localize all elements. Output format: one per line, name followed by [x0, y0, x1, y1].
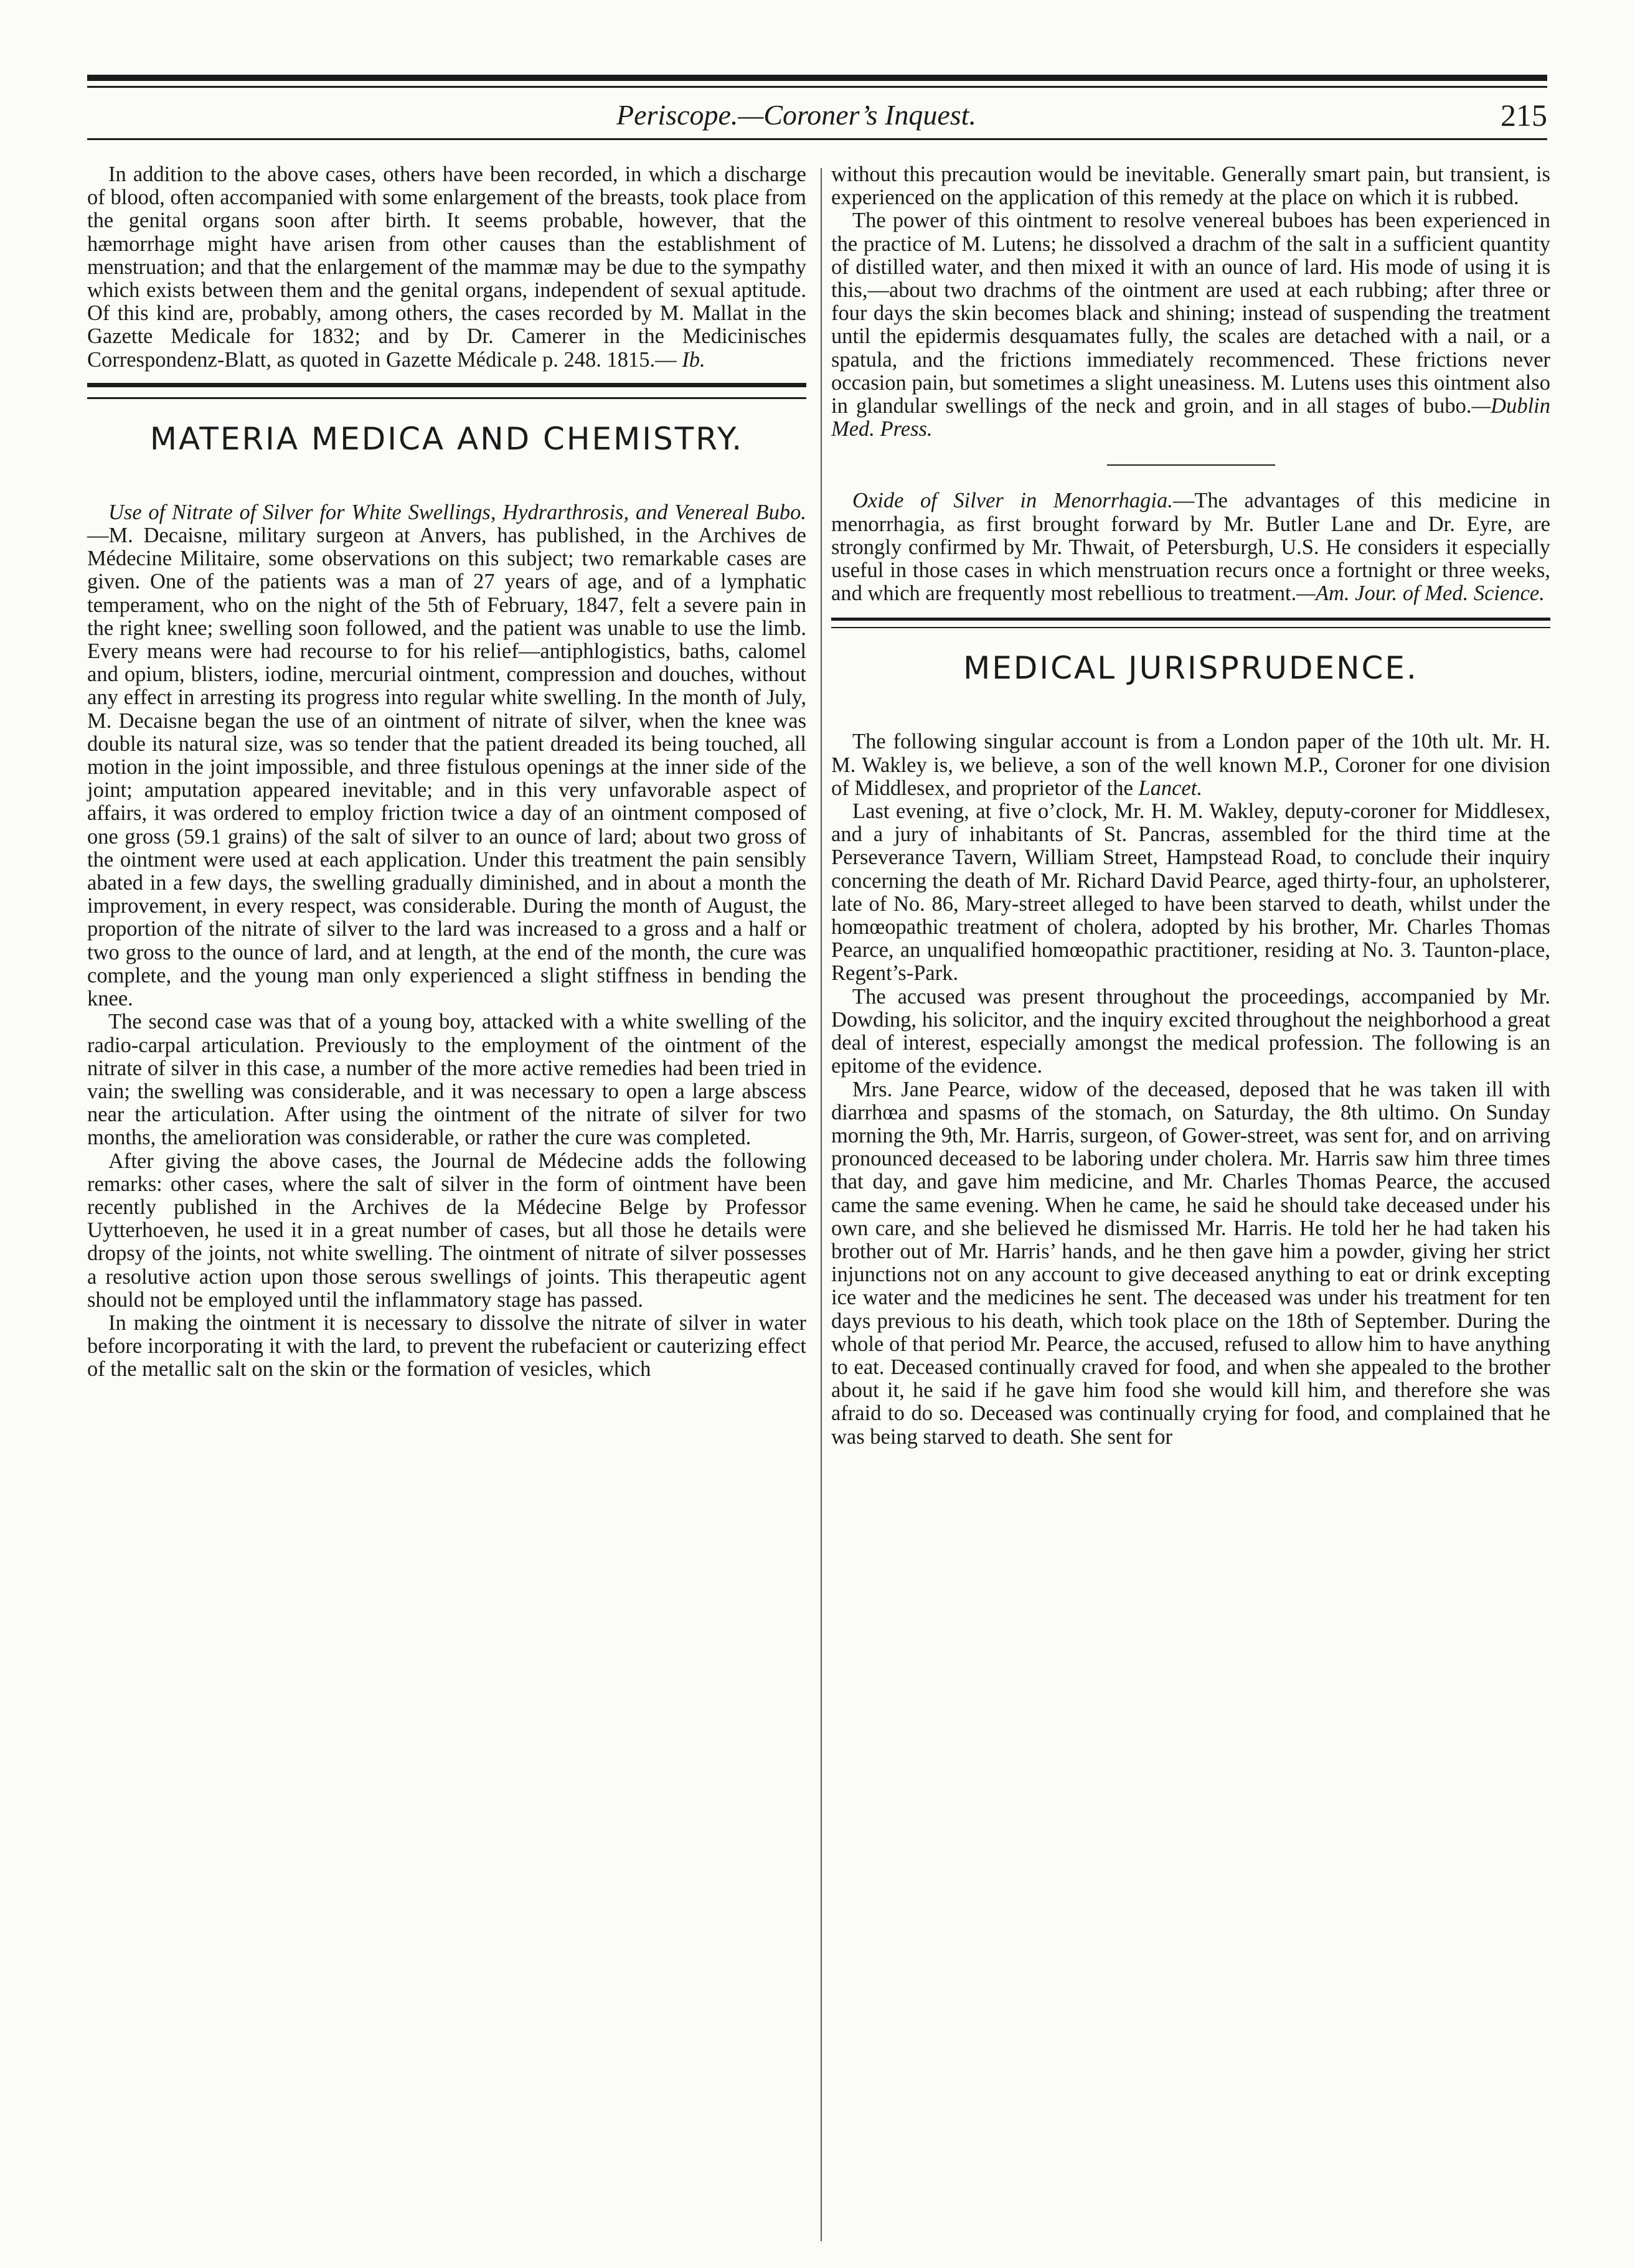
paragraph	[87, 163, 806, 372]
article-title: Use of Nitrate of Silver for White Swellings, Hydrarthrosis, and Venereal Bubo.	[108, 500, 806, 524]
source-citation: —Am. Jour. of Med. Science.	[1296, 581, 1545, 606]
left-column	[87, 163, 806, 1381]
running-title: Periscope.—Coroner’s Inquest.	[616, 99, 976, 131]
paragraph-text: The following singular account is from a London paper of the 10th ult. Mr. H. M. Wakley is, we believe, a son of the well known M.P., Coroner for one division of Middlesex, and proprietor of the	[831, 730, 1550, 800]
journal-name: Lancet.	[1138, 776, 1202, 800]
section-heading-jurisprudence: MEDICAL JURISPRUDENCE.	[963, 650, 1418, 687]
paragraph-text: —The advantages of this medicine in menorrhagia, as first brought forward by Mr. Butler Lane and Dr. Eyre, are strongly confirmed by Mr. Thwait, of Petersburgh, U.S. He considers it especially useful in those cases in which menstruation recurs once a fortnight or three weeks, and which are frequently most rebellious to treatment.	[831, 489, 1550, 606]
article-paragraph: Mrs. Jane Pearce, widow of the deceased, deposed that he was taken ill with diarrhœa and spasms of the stomach, on Saturday, the 8th ultimo. On Sunday morning the 9th, Mr. Harris, surgeon, of Gower-street, was sent for, and on arriving pronounced deceased to be laboring under cholera. Mr. Harris saw him three times that day, and gave him medicine, and Mr. Charles Thomas Pearce, the accused came the same evening. When he came, he said he should take deceased under his own care, and she believed he dismissed Mr. Harris. He told her he had taken his brother out of Mr. Harris’ hands, and he then gave him a powder, giving her strict injunctions not on any account to give deceased anything to eat or drink excepting ice water and the medicines he sent. The deceased was under his treatment for ten days previous to his death, which took place on the 18th of September. During the whole of that period Mr. Pearce, the accused, refused to allow him to have anything to eat. Deceased continually craved for food, and when she appealed to the brother about it, he said if he gave him food she would kill him, and therefore she was afraid to do so. Deceased was continually crying for food, and complained that he was being starved to death. She sent for	[831, 1077, 1550, 1449]
article-title: Oxide of Silver in Menorrhagia.	[852, 489, 1173, 513]
paragraph-text: —M. Decaisne, military surgeon at Anvers, has published, in the Archives de Médecine Militaire, some observations on this subject; two remarkable cases are given. One of the patients was a man of 27 years of age, and of a lymphatic temperament, who on the night of the 5th of February, 1847, felt a severe pain in the right knee; swelling soon followed, and the patient was unable to use the limb. Every means were had recourse to for his relief—antiphlogistics, baths, calomel and opium, blisters, iodine, mercurial ointment, compression and douches, without any effect in arresting its progress into regular white swelling. In the month of July, M. Decaisne began the use of an ointment of nitrate of silver, when the knee was double its natural size, was so tender that the patient dreaded its being touched, all motion in the joint impossible, and three fistulous openings at the inner side of the joint; amputation appeared inevitable; and in this very unfavorable aspect of affairs, it was ordered to employ friction twice a day of an ointment composed of one gross (59.1 grains) of the salt of silver to an ounce of lard; about two gross of the ointment were used at each application. Under this treatment the pain sensibly abated in a few days, the swelling gradually diminished, and in about a month the improvement, in every respect, was considerable. During the month of August, the proportion of the nitrate of silver to the lard was increased to a gross and a half or two gross to the ounce of lard, and at length, at the end of the month, the cure was complete, and the young man only experienced a slight stiffness in bending the knee.	[87, 524, 806, 1011]
paragraph-text: In addition to the above cases, others have been recorded, in which a discharge of blood, often accompanied with some enlargement of the breasts, took place from the genital organs soon after birth. It seems probable, however, that the hæmorrhage might have arisen from other causes than the establishment of menstruation; and that the enlargement of the mammæ may be due to the sympathy which exists between them and the genital organs, independent of sexual aptitude. Of this kind are, probably, among others, the cases recorded by M. Mallat in the Gazette Medicale for 1832; and by Dr. Camerer in the Medicinisches Correspondenz-Blatt, as quoted in Gazette Médicale p. 248. 1815.—	[87, 162, 806, 372]
article-paragraph: Last evening, at five o’clock, Mr. H. M. Wakley, deputy-coroner for Middlesex, and a jury of inhabitants of St. Pancras, assembled for the third time at the Perseverance Tavern, William Street, Hampstead Road, to conclude their inquiry concerning the death of Mr. Richard David Pearce, aged thirty-four, an upholsterer, late of No. 86, Mary-street alleged to have been starved to death, whilst under the homœopathic treatment of cholera, adopted by his brother, Mr. Charles Thomas Pearce, an unqualified homœopathic practitioner, residing at No. 3. Taunton-place, Regent’s-Park.	[831, 799, 1550, 986]
article-paragraph: The second case was that of a young boy, attacked with a white swelling of the radio-carpal articulation. Previously to the employment of the ointment of the nitrate of silver in this case, a number of the more active remedies had been tried in vain; the swelling was considerable, and it was necessary to open a large abscess near the articulation. After using the ointment of the nitrate of silver for two months, the amelioration was considerable, or rather the cure was completed.	[87, 1010, 806, 1150]
header-rule	[87, 138, 1547, 140]
article-paragraph	[831, 730, 1550, 800]
top-rule	[87, 75, 1547, 81]
article-paragraph	[831, 489, 1550, 605]
section-heading-materia-medica: MATERIA MEDICA AND CHEMISTRY.	[149, 420, 744, 457]
page-number: 215	[1501, 98, 1547, 133]
short-rule	[1107, 464, 1275, 466]
top-rule-thin	[87, 86, 1547, 88]
article-paragraph: The accused was present throughout the proceedings, accompanied by Mr. Dowding, his solicitor, and the inquiry excited throughout the neighborhood a great deal of interest, especially amongst the medical profession. The following is an epitome of the evidence.	[831, 984, 1550, 1078]
right-column	[831, 163, 1550, 1449]
article-paragraph: In making the ointment it is necessary to dissolve the nitrate of silver in water before incorporating it with the lard, to prevent the rubefacient or cauterizing effect of the metallic salt on the skin or the formation of vesicles, which	[87, 1310, 806, 1381]
article-paragraph: After giving the above cases, the Journal de Médecine adds the following remarks: other cases, where the salt of silver in the form of ointment have been recently published in the Archives de la Médecine Belge by Professor Uytterhoeven, he used it in a great number of cases, but all those he details were dropsy of the joints, not white swelling. The ointment of nitrate of silver possesses a resolutive action upon those serous swellings of joints. This therapeutic agent should not be employed until the inflammatory stage has passed.	[87, 1149, 806, 1312]
section-rule	[87, 383, 806, 399]
paragraph-text: The power of this ointment to resolve venereal buboes has been experienced in the practice of M. Lutens; he dissolved a drachm of the salt in a sufficient quantity of distilled water, and then mixed it with an ounce of lard. His mode of using it is this,—about two drachms of the ointment are used at each rubbing; after three or four days the skin becomes black and shining; instead of suspending the treatment until the epidermis desquamates fully, the scales are detached with a nail, or a spatula, and the frictions immediately recommenced. These frictions never occasion pain, but sometimes a slight uneasiness. M. Lutens uses this ointment also in glandular swellings of the neck and groin, and in all stages of bubo.	[831, 209, 1550, 418]
paragraph	[831, 209, 1550, 441]
source-citation: —Dublin Med. Press.	[831, 394, 1550, 441]
article-paragraph	[87, 501, 806, 1010]
column-divider	[821, 168, 822, 2241]
paragraph: without this precaution would be inevitable. Generally smart pain, but transient, is experienced on the application of this remedy at the place on which it is rubbed.	[831, 162, 1550, 210]
section-rule	[831, 618, 1550, 628]
source-citation: Ib.	[682, 347, 705, 372]
running-header	[87, 93, 1547, 137]
